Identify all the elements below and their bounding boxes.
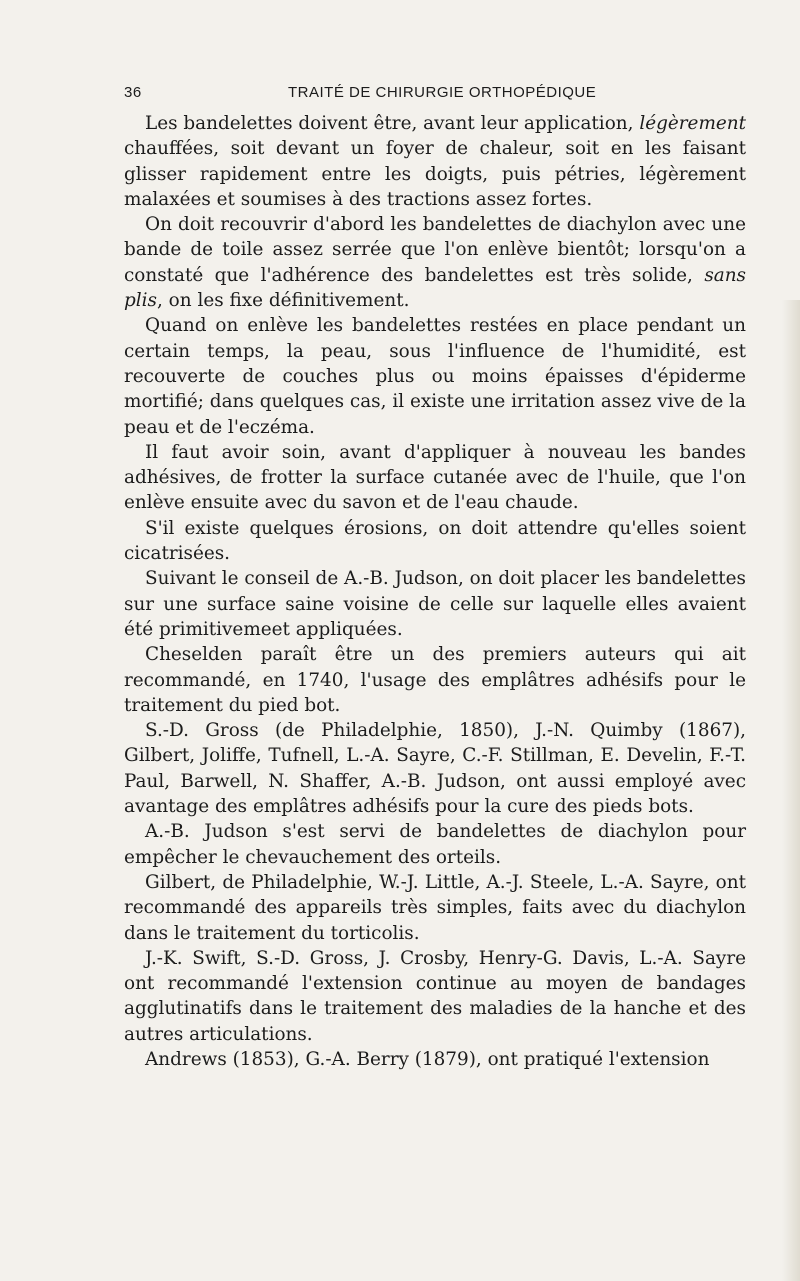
- page-edge-shadow: [782, 300, 800, 1281]
- paragraph: Il faut avoir soin, avant d'appliquer à nouveau les bandes adhésives, de frotter la surface cutanée avec de l'huile, que l'on enlève ensuite avec du savon et de l'eau chaude.: [124, 441, 746, 514]
- body-text: [124, 111, 746, 1072]
- paragraph: Les bandelettes doivent être, avant leur application, légèrement chauffées, soit devant un foyer de chaleur, soit en les faisant glisser rapidement entre les doigts, puis pétries, légèrement malaxées et soumises à des tractions assez fortes.: [124, 113, 746, 210]
- emphasis: sans plis: [124, 264, 746, 312]
- page-number: 36: [124, 84, 142, 101]
- paragraph: S.-D. Gross (de Philadelphie, 1850), J.-N. Quimby (1867), Gilbert, Joliffe, Tufnell, L.-A. Sayre, C.-F. Stillman, E. Develin, F.-T. Paul, Barwell, N. Shaffer, A.-B. Judson, ont aussi employé avec avantage des emplâtres adhésifs pour la cure des pieds bots.: [124, 720, 746, 818]
- paragraph: Cheselden paraît être un des premiers auteurs qui ait recommandé, en 1740, l'usage des emplâtres adhésifs pour le traitement du pied bot.: [124, 644, 746, 716]
- paragraph: Suivant le conseil de A.-B. Judson, on doit placer les bandelettes sur une surface saine voisine de celle sur laquelle elles avaient été primitivemeet appliquées.: [124, 568, 746, 640]
- running-title: TRAITÉ DE CHIRURGIE ORTHOPÉDIQUE: [288, 84, 597, 101]
- paragraph: On doit recouvrir d'abord les bandelettes de diachylon avec une bande de toile assez serrée que l'on enlève bientôt; lorsqu'on a constaté que l'adhérence des bandelettes est très solide, sans plis, on les fixe définitivement.: [124, 214, 746, 312]
- paragraph: Quand on enlève les bandelettes restées en place pendant un certain temps, la peau, sous l'influence de l'humidité, est recouverte de couches plus ou moins épaisses d'épiderme mortifié; dans quelques cas, il existe une irritation assez vive de la peau et de l'eczéma.: [124, 315, 746, 438]
- paragraph: A.-B. Judson s'est servi de bandelettes de diachylon pour empêcher le chevauchement des orteils.: [124, 821, 746, 868]
- running-head: [124, 84, 744, 108]
- emphasis: légèrement: [639, 113, 746, 134]
- paragraph: S'il existe quelques érosions, on doit attendre qu'elles soient cicatrisées.: [124, 517, 746, 565]
- paragraph: Gilbert, de Philadelphie, W.-J. Little, A.-J. Steele, L.-A. Sayre, ont recommandé des appareils très simples, faits avec du diachylon dans le traitement du torticolis.: [124, 871, 746, 944]
- paragraph: J.-K. Swift, S.-D. Gross, J. Crosby, Henry-G. Davis, L.-A. Sayre ont recommandé l'extension continue au moyen de bandages agglutinatifs dans le traitement des maladies de la hanche et des autres articulations.: [124, 947, 746, 1045]
- paragraph: Andrews (1853), G.-A. Berry (1879), ont pratiqué l'extension: [145, 1048, 710, 1070]
